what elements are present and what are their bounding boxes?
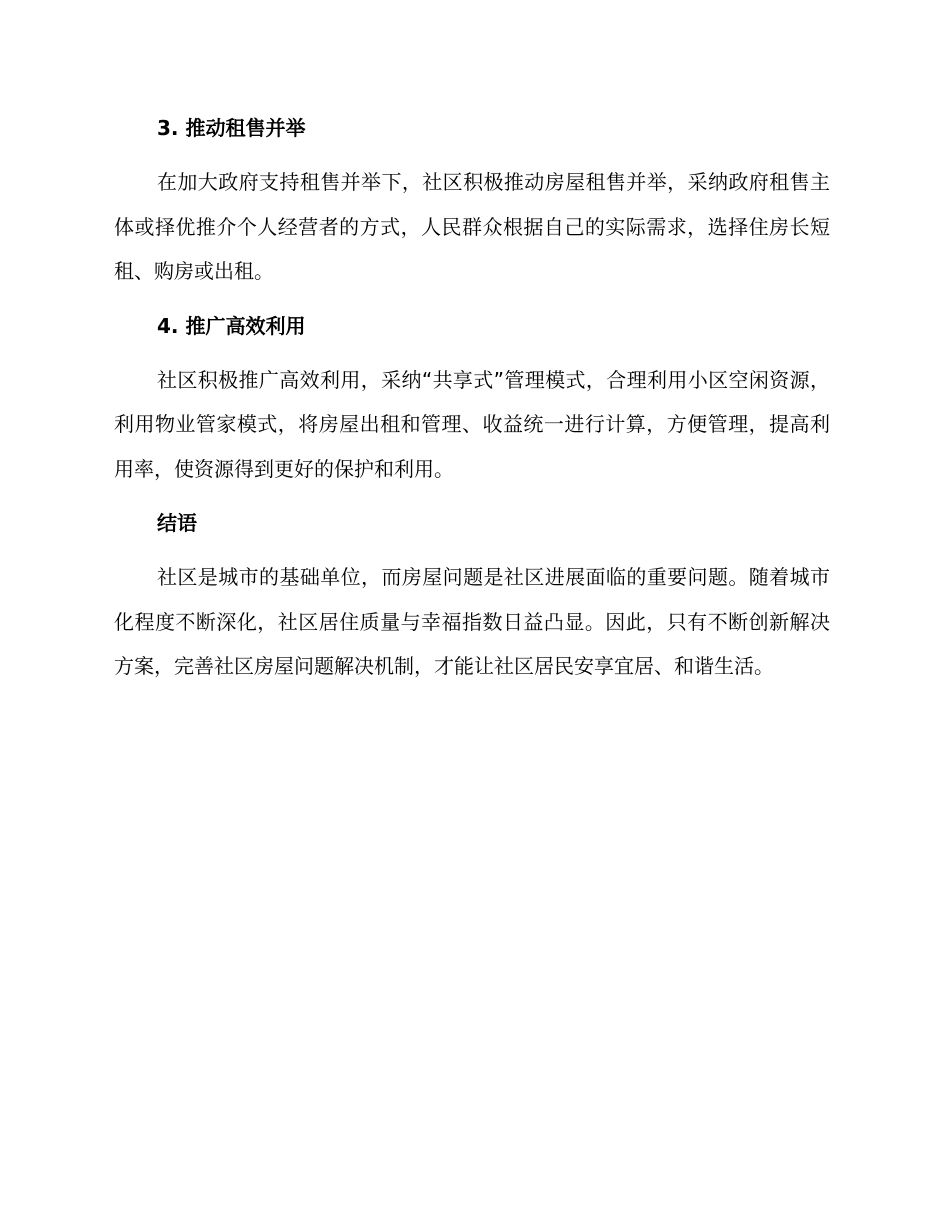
section-conclusion bbox=[114, 509, 830, 689]
section-paragraph: 社区积极推广高效利用，采纳“共享式”管理模式，合理利用小区空闲资源，利用物业管家模式，将房屋出租和管理、收益统一进行计算，方便管理，提高利用率，使资源得到更好的保护和利用。 bbox=[114, 367, 830, 481]
section-rent-sale bbox=[114, 114, 830, 294]
section-heading: 4. 推广高效利用 bbox=[157, 313, 306, 338]
section-efficient-use bbox=[114, 312, 830, 492]
section-paragraph: 在加大政府支持租售并举下，社区积极推动房屋租售并举，采纳政府租售主体或择优推介个人经营者的方式，人民群众根据自己的实际需求，选择住房长短租、购房或出租。 bbox=[114, 170, 830, 283]
section-heading: 结语 bbox=[157, 511, 197, 535]
section-paragraph: 社区是城市的基础单位，而房屋问题是社区进展面临的重要问题。随着城市化程度不断深化，社区居住质量与幸福指数日益凸显。因此，只有不断创新解决方案，完善社区房屋问题解决机制，才能让社区居民安享宜居、和谐生活。 bbox=[114, 565, 830, 678]
section-heading: 3. 推动租售并举 bbox=[157, 116, 306, 140]
